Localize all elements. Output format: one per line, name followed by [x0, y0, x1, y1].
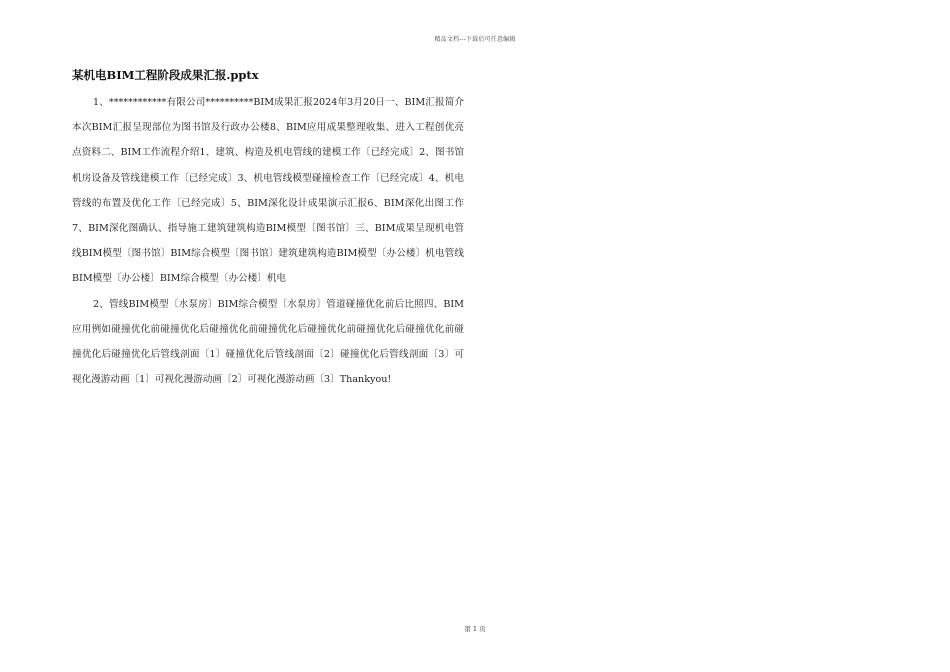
document-title: 某机电BIM工程阶段成果汇报.pptx	[72, 68, 259, 82]
document-body	[72, 66, 464, 392]
paragraph-1: 1、************有限公司**********BIM成果汇报2024年3月20日一、BIM汇报简介本次BIM汇报呈现部位为图书馆及行政办公楼8、BIM应用成果整理收集、进入工程创优亮点资料二、BIM工作流程介绍1、建筑、构造及机电管线的建模工作〔已经完成〕2、图书馆机房设备及管线建模工作〔已经完成〕3、机电管线模型碰撞检查工作〔已经完成〕4、机电管线的布置及优化工作〔已经完成〕5、BIM深化设计成果演示汇报6、BIM深化出图工作7、BIM深化图确认、指导施工建筑建筑构造BIM模型〔图书馆〕三、BIM成果呈现机电管线BIM模型〔图书馆〕BIM综合模型〔图书馆〕建筑建筑构造BIM模型〔办公楼〕机电管线BIM模型〔办公楼〕BIM综合模型〔办公楼〕机电	[72, 97, 464, 285]
paragraph-2: 2、管线BIM模型〔水泵房〕BIM综合模型〔水泵房〕管道碰撞优化前后比照四、BIM应用例如碰撞优化前碰撞优化后碰撞优化前碰撞优化后碰撞优化前碰撞优化后碰撞优化前碰撞优化后碰撞优化后管线剖面〔1〕碰撞优化后管线剖面〔2〕碰撞优化后管线剖面〔3〕可视化漫游动画〔1〕可视化漫游动画〔2〕可视化漫游动画〔3〕Thankyou!	[72, 298, 464, 386]
page-header-note: 精品文档---下载后可任意编辑	[434, 36, 516, 43]
page-number: 第 1 页	[464, 625, 486, 633]
